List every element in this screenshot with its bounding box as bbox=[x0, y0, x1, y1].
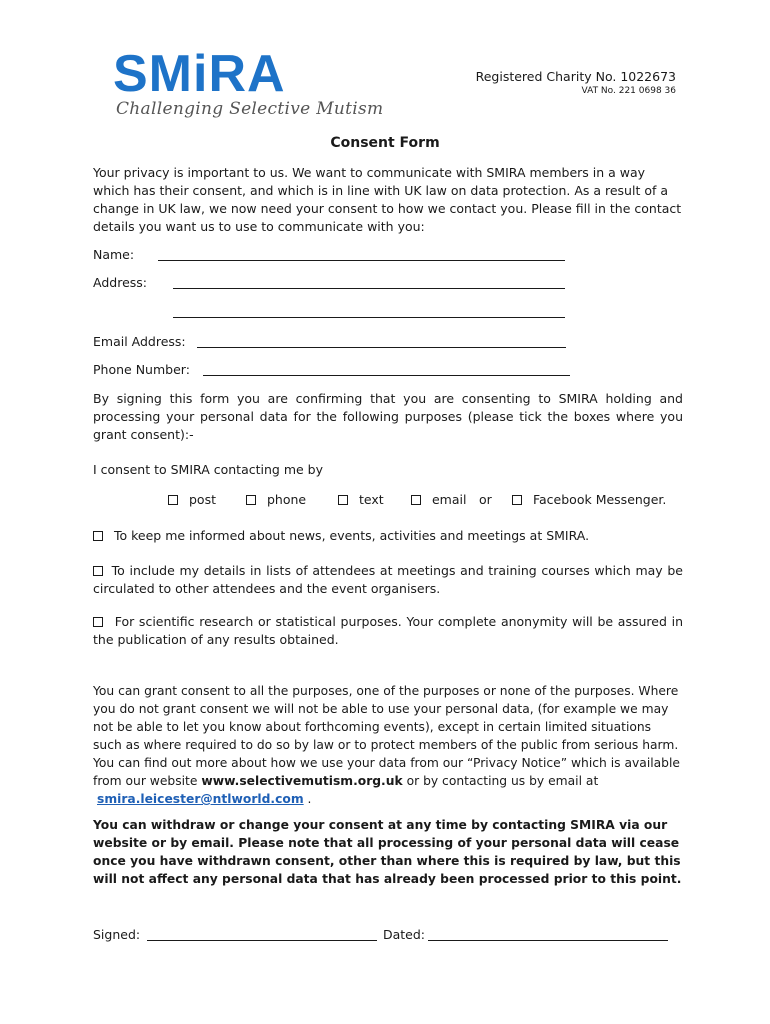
vat-number: VAT No. 221 0698 36 bbox=[581, 86, 676, 96]
email-link[interactable]: smira.leicester@ntlworld.com bbox=[97, 792, 304, 806]
name-label: Name: bbox=[93, 247, 135, 262]
contact-intro: I consent to SMIRA contacting me by bbox=[93, 462, 323, 477]
contact-phone-option[interactable] bbox=[246, 492, 306, 507]
info-text: You can grant consent to all the purposes, one of the purposes or none of the purposes. Where you do not grant consent we will not be able to use your personal data, (for example we may not be able to let you know about forthcoming events), except in certain limited situations such as where required to do so by law or to protect members of the public from serious harm. You can find out more about how we use your data from our “Privacy Notice” which is available from our website bbox=[93, 684, 680, 788]
name-field[interactable] bbox=[158, 260, 565, 261]
text-checkbox[interactable] bbox=[338, 495, 348, 505]
email-option-label: email bbox=[431, 492, 467, 507]
or-text: or bbox=[479, 492, 492, 507]
address-field-line-2[interactable] bbox=[173, 317, 565, 318]
phone-label-option: phone bbox=[266, 492, 307, 507]
purpose-research[interactable] bbox=[93, 613, 683, 649]
purpose-research-checkbox[interactable] bbox=[93, 617, 103, 627]
purpose-attendees-label: To include my details in lists of attendees at meetings and training courses which may be circulated to other attendees and the event organisers. bbox=[93, 563, 683, 596]
date-field[interactable] bbox=[428, 940, 668, 941]
signed-label: Signed: bbox=[93, 927, 141, 942]
page-title: Consent Form bbox=[330, 135, 440, 151]
purpose-news-label: To keep me informed about news, events, activities and meetings at SMIRA. bbox=[113, 528, 590, 543]
info-end: . bbox=[303, 792, 312, 806]
logo-tagline: Challenging Selective Mutism bbox=[116, 99, 384, 119]
website-link[interactable]: www.selectivemutism.org.uk bbox=[201, 774, 403, 788]
facebook-label: Facebook Messenger. bbox=[532, 492, 667, 507]
purpose-news[interactable] bbox=[93, 527, 683, 545]
contact-post-option[interactable] bbox=[168, 492, 216, 507]
email-label: Email Address: bbox=[93, 334, 186, 349]
phone-checkbox[interactable] bbox=[246, 495, 256, 505]
text-label: text bbox=[358, 492, 384, 507]
info-text-after: or by contacting us by email at bbox=[402, 774, 599, 788]
contact-facebook-option[interactable] bbox=[512, 492, 666, 507]
contact-text-option[interactable] bbox=[338, 492, 384, 507]
purpose-attendees-checkbox[interactable] bbox=[93, 566, 103, 576]
address-label: Address: bbox=[93, 275, 147, 290]
withdraw-paragraph: You can withdraw or change your consent at any time by contacting SMIRA via our website or by email. Please note that all processing of your personal data will cease once you have withdrawn consent, other than where this is required by law, but this will not affect any personal data that has already been processed prior to this point. bbox=[93, 818, 682, 886]
contact-email-option[interactable] bbox=[411, 492, 466, 507]
logo: SMiRA bbox=[113, 45, 286, 103]
post-label: post bbox=[188, 492, 216, 507]
phone-field[interactable] bbox=[203, 375, 570, 376]
signature-field[interactable] bbox=[147, 940, 377, 941]
charity-number: Registered Charity No. 1022673 bbox=[475, 69, 676, 84]
purpose-news-checkbox[interactable] bbox=[93, 531, 103, 541]
purpose-research-label: For scientific research or statistical purposes. Your complete anonymity will be assured in the publication of any results obtained. bbox=[93, 614, 683, 647]
email-field[interactable] bbox=[197, 347, 566, 348]
phone-label: Phone Number: bbox=[93, 362, 190, 377]
dated-label: Dated: bbox=[383, 927, 426, 942]
post-checkbox[interactable] bbox=[168, 495, 178, 505]
facebook-checkbox[interactable] bbox=[512, 495, 522, 505]
purpose-attendees[interactable] bbox=[93, 562, 683, 598]
email-checkbox[interactable] bbox=[411, 495, 421, 505]
info-paragraph bbox=[93, 682, 683, 808]
address-field-line-1[interactable] bbox=[173, 288, 565, 289]
intro-paragraph: Your privacy is important to us. We want to communicate with SMIRA members in a way which has their consent, and which is in line with UK law on data protection. As a result of a change in UK law, we now need your consent to how we contact you. Please fill in the contact details you want us to use to communicate with you: bbox=[93, 165, 682, 234]
signing-paragraph: By signing this form you are confirming that you are consenting to SMIRA holding and processing your personal data for the following purposes (please tick the boxes where you grant consent):- bbox=[93, 391, 683, 442]
